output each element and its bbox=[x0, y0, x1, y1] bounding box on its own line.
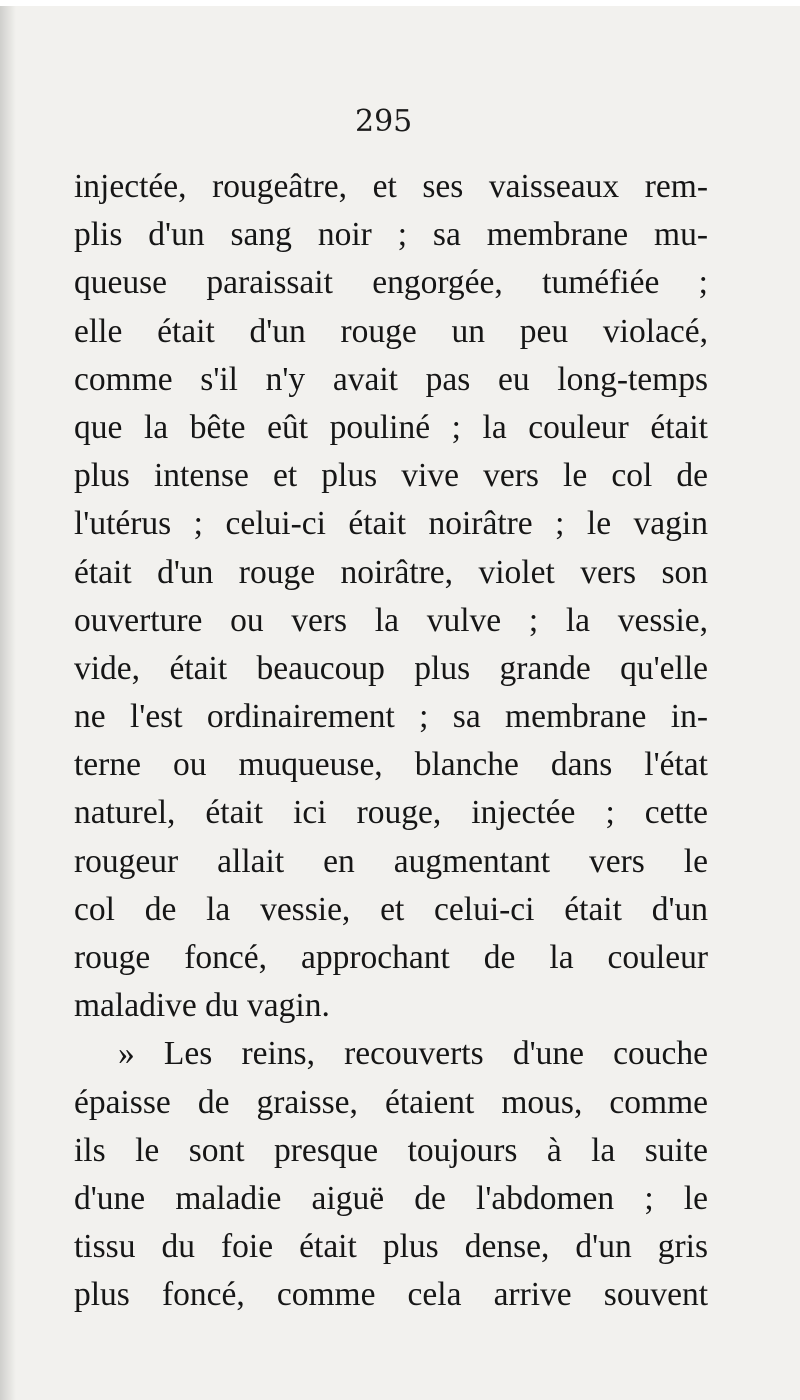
text-line: était d'un rouge noirâtre, violet vers son bbox=[74, 553, 708, 591]
paragraph-1 bbox=[74, 163, 708, 1030]
text-line: rouge foncé, approchant de la couleur bbox=[74, 939, 708, 976]
paragraph-2 bbox=[74, 1030, 708, 1319]
text-line: ouverture ou vers la vulve ; la vessie, bbox=[74, 601, 708, 639]
text-line: l'utérus ; celui-ci était noirâtre ; le vagin bbox=[74, 505, 708, 543]
page-top-edge bbox=[0, 0, 800, 6]
text-line: que la bête eût pouliné ; la couleur était bbox=[74, 408, 708, 446]
text-line: ne l'est ordinairement ; sa membrane in- bbox=[74, 698, 708, 736]
page-number: 295 bbox=[355, 104, 413, 139]
text-line: plus intense et plus vive vers le col de bbox=[74, 457, 708, 495]
text-line: épaisse de graisse, étaient mous, comme bbox=[74, 1083, 708, 1121]
text-line: plus foncé, comme cela arrive souvent bbox=[74, 1276, 708, 1314]
text-line: plis d'un sang noir ; sa membrane mu- bbox=[74, 216, 708, 254]
text-line: naturel, était ici rouge, injectée ; cette bbox=[74, 794, 708, 832]
spine-shadow bbox=[0, 0, 16, 1400]
body-text bbox=[74, 163, 708, 1320]
text-line: d'une maladie aiguë de l'abdomen ; le bbox=[74, 1179, 708, 1217]
text-line: terne ou muqueuse, blanche dans l'état bbox=[74, 746, 708, 784]
text-line: maladive du vagin. bbox=[74, 987, 330, 1025]
text-line: ils le sont presque toujours à la suite bbox=[74, 1131, 708, 1169]
text-line: tissu du foie était plus dense, d'un gris bbox=[74, 1228, 708, 1266]
text-line: injectée, rougeâtre, et ses vaisseaux rem- bbox=[74, 168, 708, 205]
text-line: elle était d'un rouge un peu violacé, bbox=[74, 312, 708, 350]
text-line: rougeur allait en augmentant vers le bbox=[74, 842, 708, 880]
text-line: queuse paraissait engorgée, tuméfiée ; bbox=[74, 264, 708, 302]
text-line: vide, était beaucoup plus grande qu'elle bbox=[74, 649, 708, 687]
text-line: » Les reins, recouverts d'une couche bbox=[118, 1035, 708, 1073]
text-line: comme s'il n'y avait pas eu long-temps bbox=[74, 360, 708, 398]
text-line: col de la vessie, et celui-ci était d'un bbox=[74, 890, 708, 928]
